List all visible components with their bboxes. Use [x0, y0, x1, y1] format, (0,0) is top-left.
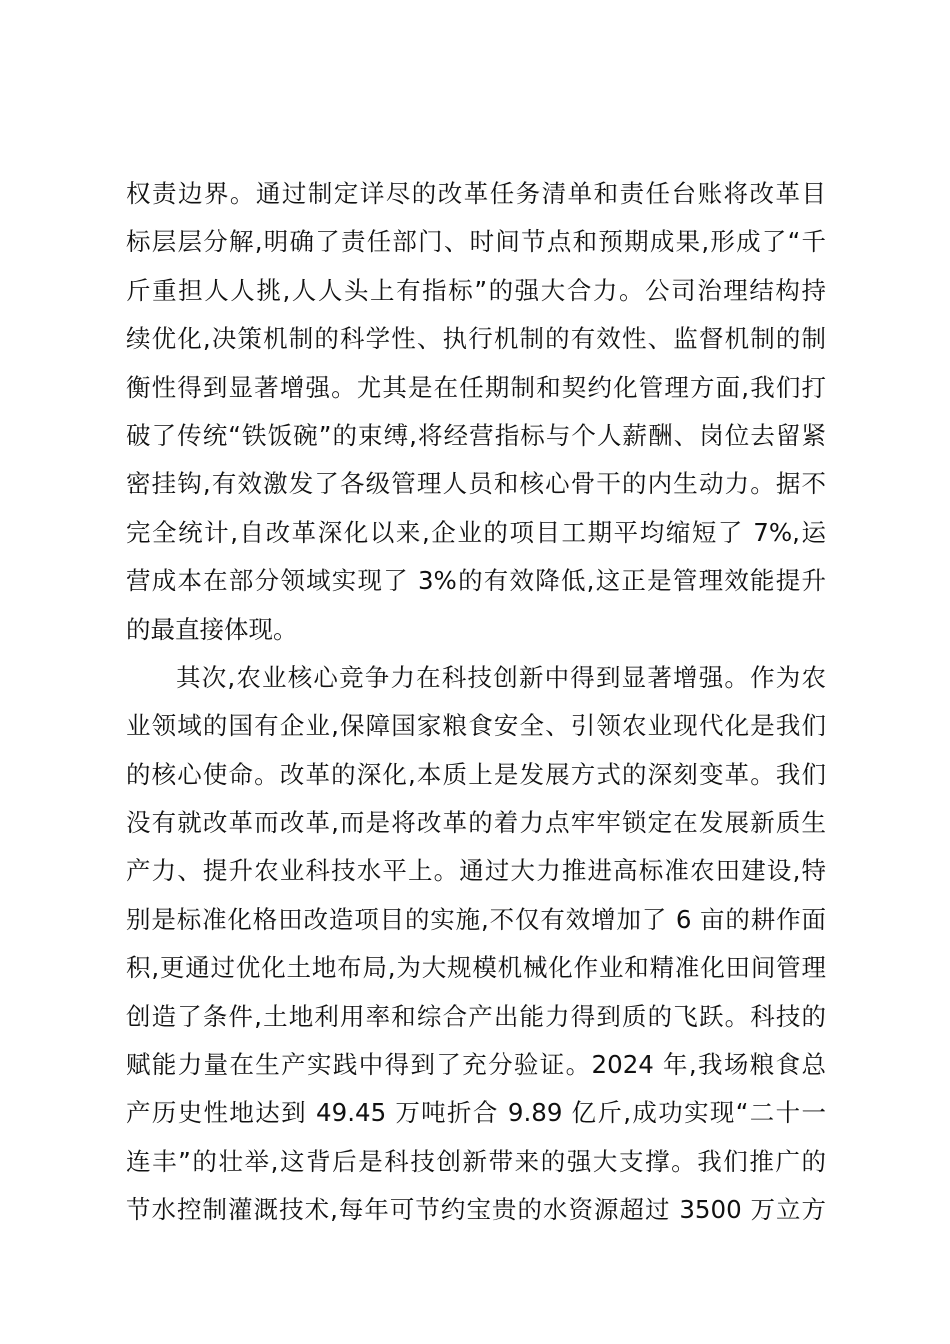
text-line: 别是标准化格田改造项目的实施,不仅有效增加了 6 亩的耕作面 [126, 904, 826, 934]
text-line: 积,更通过优化土地布局,为大规模机械化作业和精准化田间管理 [126, 953, 826, 983]
text-line: 业领域的国有企业,保障国家粮食安全、引领农业现代化是我们 [126, 711, 826, 741]
text-line: 创造了条件,土地利用率和综合产出能力得到质的飞跃。科技的 [126, 1001, 826, 1031]
text-line: 续优化,决策机制的科学性、执行机制的有效性、监督机制的制 [126, 324, 826, 354]
text-line: 密挂钩,有效激发了各级管理人员和核心骨干的内生动力。据不 [126, 469, 826, 499]
text-line: 赋能力量在生产实践中得到了充分验证。2024 年,我场粮食总 [126, 1050, 826, 1080]
text-line: 标层层分解,明确了责任部门、时间节点和预期成果,形成了“千 [126, 227, 826, 257]
text-line: 营成本在部分领域实现了 3%的有效降低,这正是管理效能提升 [126, 566, 826, 596]
text-line: 破了传统“铁饭碗”的束缚,将经营指标与个人薪酬、岗位去留紧 [126, 420, 826, 450]
text-line: 的核心使命。改革的深化,本质上是发展方式的深刻变革。我们 [126, 759, 826, 789]
body-text [126, 170, 826, 1235]
text-line: 没有就改革而改革,而是将改革的着力点牢牢锁定在发展新质生 [126, 808, 826, 838]
text-line: 权责边界。通过制定详尽的改革任务清单和责任台账将改革目 [126, 179, 826, 208]
text-line: 连丰”的壮举,这背后是科技创新带来的强大支撑。我们推广的 [126, 1146, 826, 1176]
text-line: 产历史性地达到 49.45 万吨折合 9.89 亿斤,成功实现“二十一 [126, 1098, 826, 1128]
text-line: 节水控制灌溉技术,每年可节约宝贵的水资源超过 3500 万立方 [126, 1195, 826, 1225]
text-line: 衡性得到显著增强。尤其是在任期制和契约化管理方面,我们打 [126, 372, 826, 402]
text-line: 其次,农业核心竞争力在科技创新中得到显著增强。作为农 [176, 662, 826, 692]
text-line: 产力、提升农业科技水平上。通过大力推进高标准农田建设,特 [126, 856, 826, 886]
text-line: 的最直接体现。 [126, 614, 298, 644]
text-line: 完全统计,自改革深化以来,企业的项目工期平均缩短了 7%,运 [126, 517, 826, 547]
text-line: 斤重担人人挑,人人头上有指标”的强大合力。公司治理结构持 [126, 275, 826, 305]
